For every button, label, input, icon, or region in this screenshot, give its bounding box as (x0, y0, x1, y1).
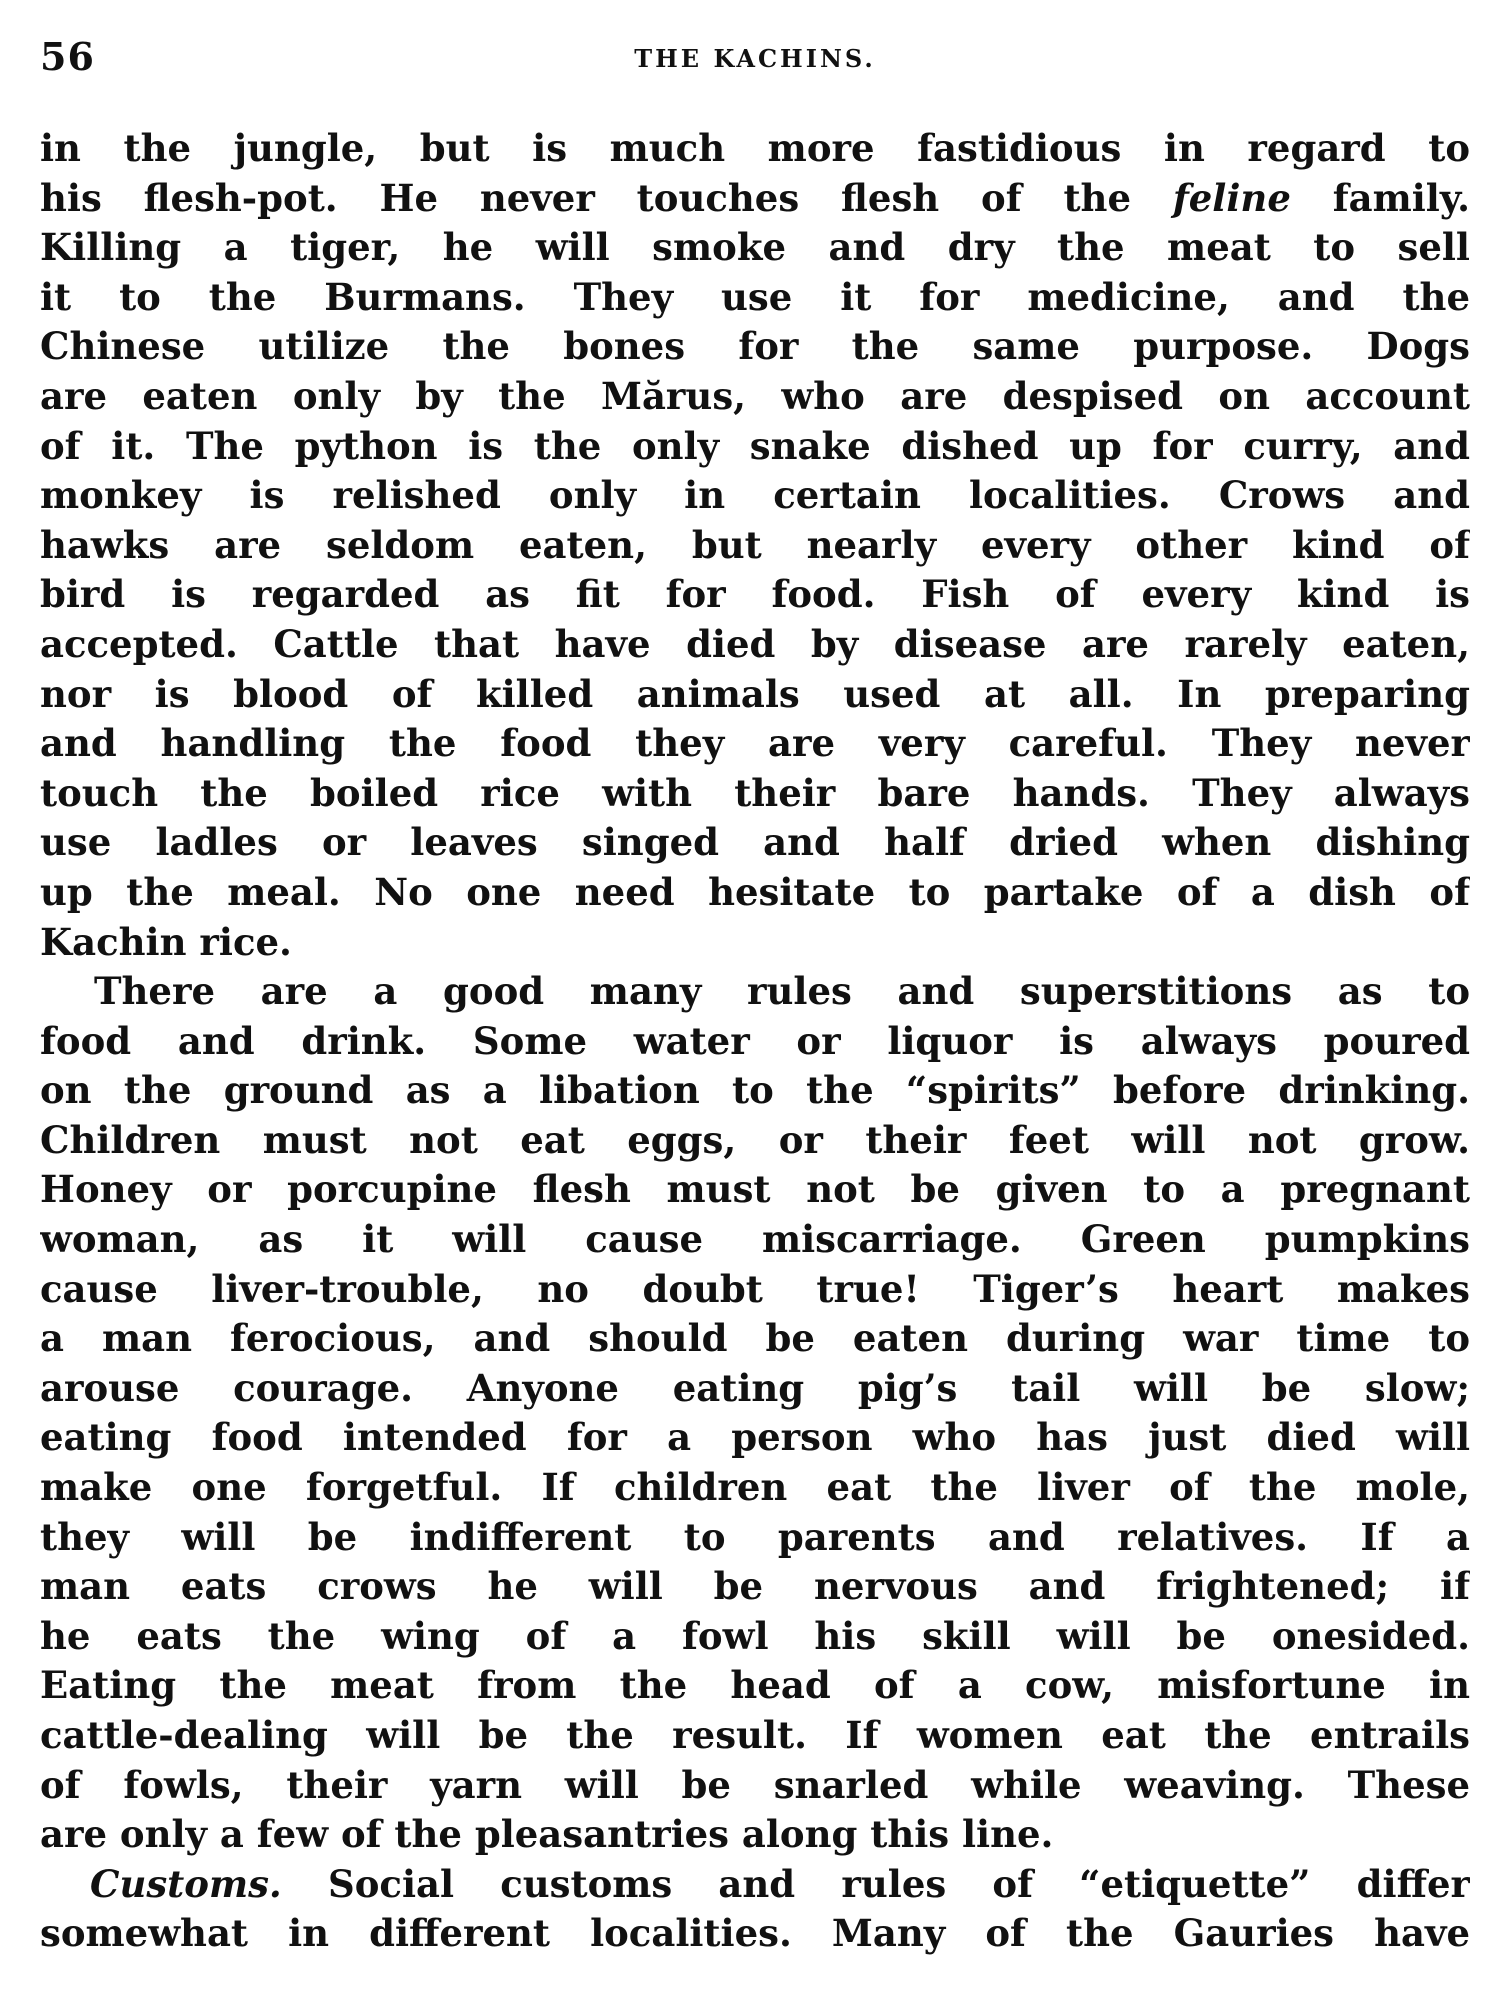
text-line (40, 174, 1470, 224)
page-number: 56 (40, 34, 95, 79)
text-line: are only a few of the pleasantries along this line. (40, 1812, 1054, 1857)
text-line: accepted. Cattle that have died by disease are rarely eaten, (40, 621, 1470, 666)
text-line: nor is blood of killed animals used at all. In preparing (40, 671, 1470, 716)
text-line: it to the Burmans. They use it for medicine, and the (40, 274, 1470, 319)
text-line: cattle-dealing will be the result. If women eat the entrails (40, 1713, 1470, 1757)
text-line-part: family. (1290, 175, 1470, 220)
text-line: of fowls, their yarn will be snarled while weaving. These (40, 1762, 1470, 1807)
text-line: use ladles or leaves singed and half dried when dishing (40, 820, 1470, 865)
text-line: Chinese utilize the bones for the same purpose. Dogs (40, 324, 1470, 369)
text-line: a man ferocious, and should be eaten during war time to (40, 1316, 1470, 1361)
text-line: touch the boiled rice with their bare hands. They always (40, 770, 1470, 815)
text-line: man eats crows he will be nervous and frightened; if (40, 1564, 1470, 1609)
text-line: cause liver-trouble, no doubt true! Tiger’s heart makes (40, 1266, 1470, 1311)
text-line-part: his flesh-pot. He never touches flesh of the (40, 175, 1131, 220)
text-line: they will be indifferent to parents and relatives. If a (40, 1514, 1470, 1559)
text-line: in the jungle, but is much more fastidious in regard to (40, 126, 1470, 170)
text-line (40, 1860, 1470, 1910)
text-line-part: Social customs and rules of “etiquette” differ (328, 1861, 1470, 1906)
text-line: bird is regarded as fit for food. Fish of every kind is (40, 572, 1470, 617)
text-line: woman, as it will cause miscarriage. Green pumpkins (40, 1217, 1470, 1262)
text-line: make one forgetful. If children eat the liver of the mole, (40, 1465, 1470, 1510)
text-line: Children must not eat eggs, or their feet will not grow. (40, 1117, 1470, 1162)
text-line: eating food intended for a person who has just died will (40, 1415, 1470, 1460)
text-line: Eating the meat from the head of a cow, misfortune in (40, 1663, 1470, 1708)
text-line: on the ground as a libation to the “spirits” before drinking. (40, 1068, 1470, 1113)
text-line: and handling the food they are very careful. They never (40, 721, 1470, 766)
text-line: Killing a tiger, he will smoke and dry the meat to sell (40, 225, 1470, 270)
text-line: hawks are seldom eaten, but nearly every other kind of (40, 522, 1470, 567)
running-title: THE KACHINS. (634, 44, 876, 73)
italic-word: feline (1172, 175, 1291, 220)
body-text (40, 124, 1470, 1959)
text-line: Honey or porcupine flesh must not be given to a pregnant (40, 1167, 1470, 1212)
text-line: up the meal. No one need hesitate to partake of a dish of (40, 869, 1470, 914)
text-line: of it. The python is the only snake dished up for curry, and (40, 423, 1470, 468)
text-line: somewhat in different localities. Many of the Gauries have (40, 1911, 1470, 1956)
book-page (40, 28, 1470, 1978)
text-line: are eaten only by the Mărus, who are despised on account (40, 373, 1470, 418)
running-head (40, 28, 1470, 98)
text-line: There are a good many rules and superstitions as to (94, 969, 1470, 1014)
text-line: he eats the wing of a fowl his skill will be onesided. (40, 1613, 1470, 1658)
section-heading-customs: Customs. (90, 1861, 282, 1906)
text-line: monkey is relished only in certain localities. Crows and (40, 473, 1470, 518)
text-line: arouse courage. Anyone eating pig’s tail will be slow; (40, 1365, 1470, 1410)
text-line: Kachin rice. (40, 919, 292, 964)
text-line: food and drink. Some water or liquor is always poured (40, 1018, 1470, 1063)
